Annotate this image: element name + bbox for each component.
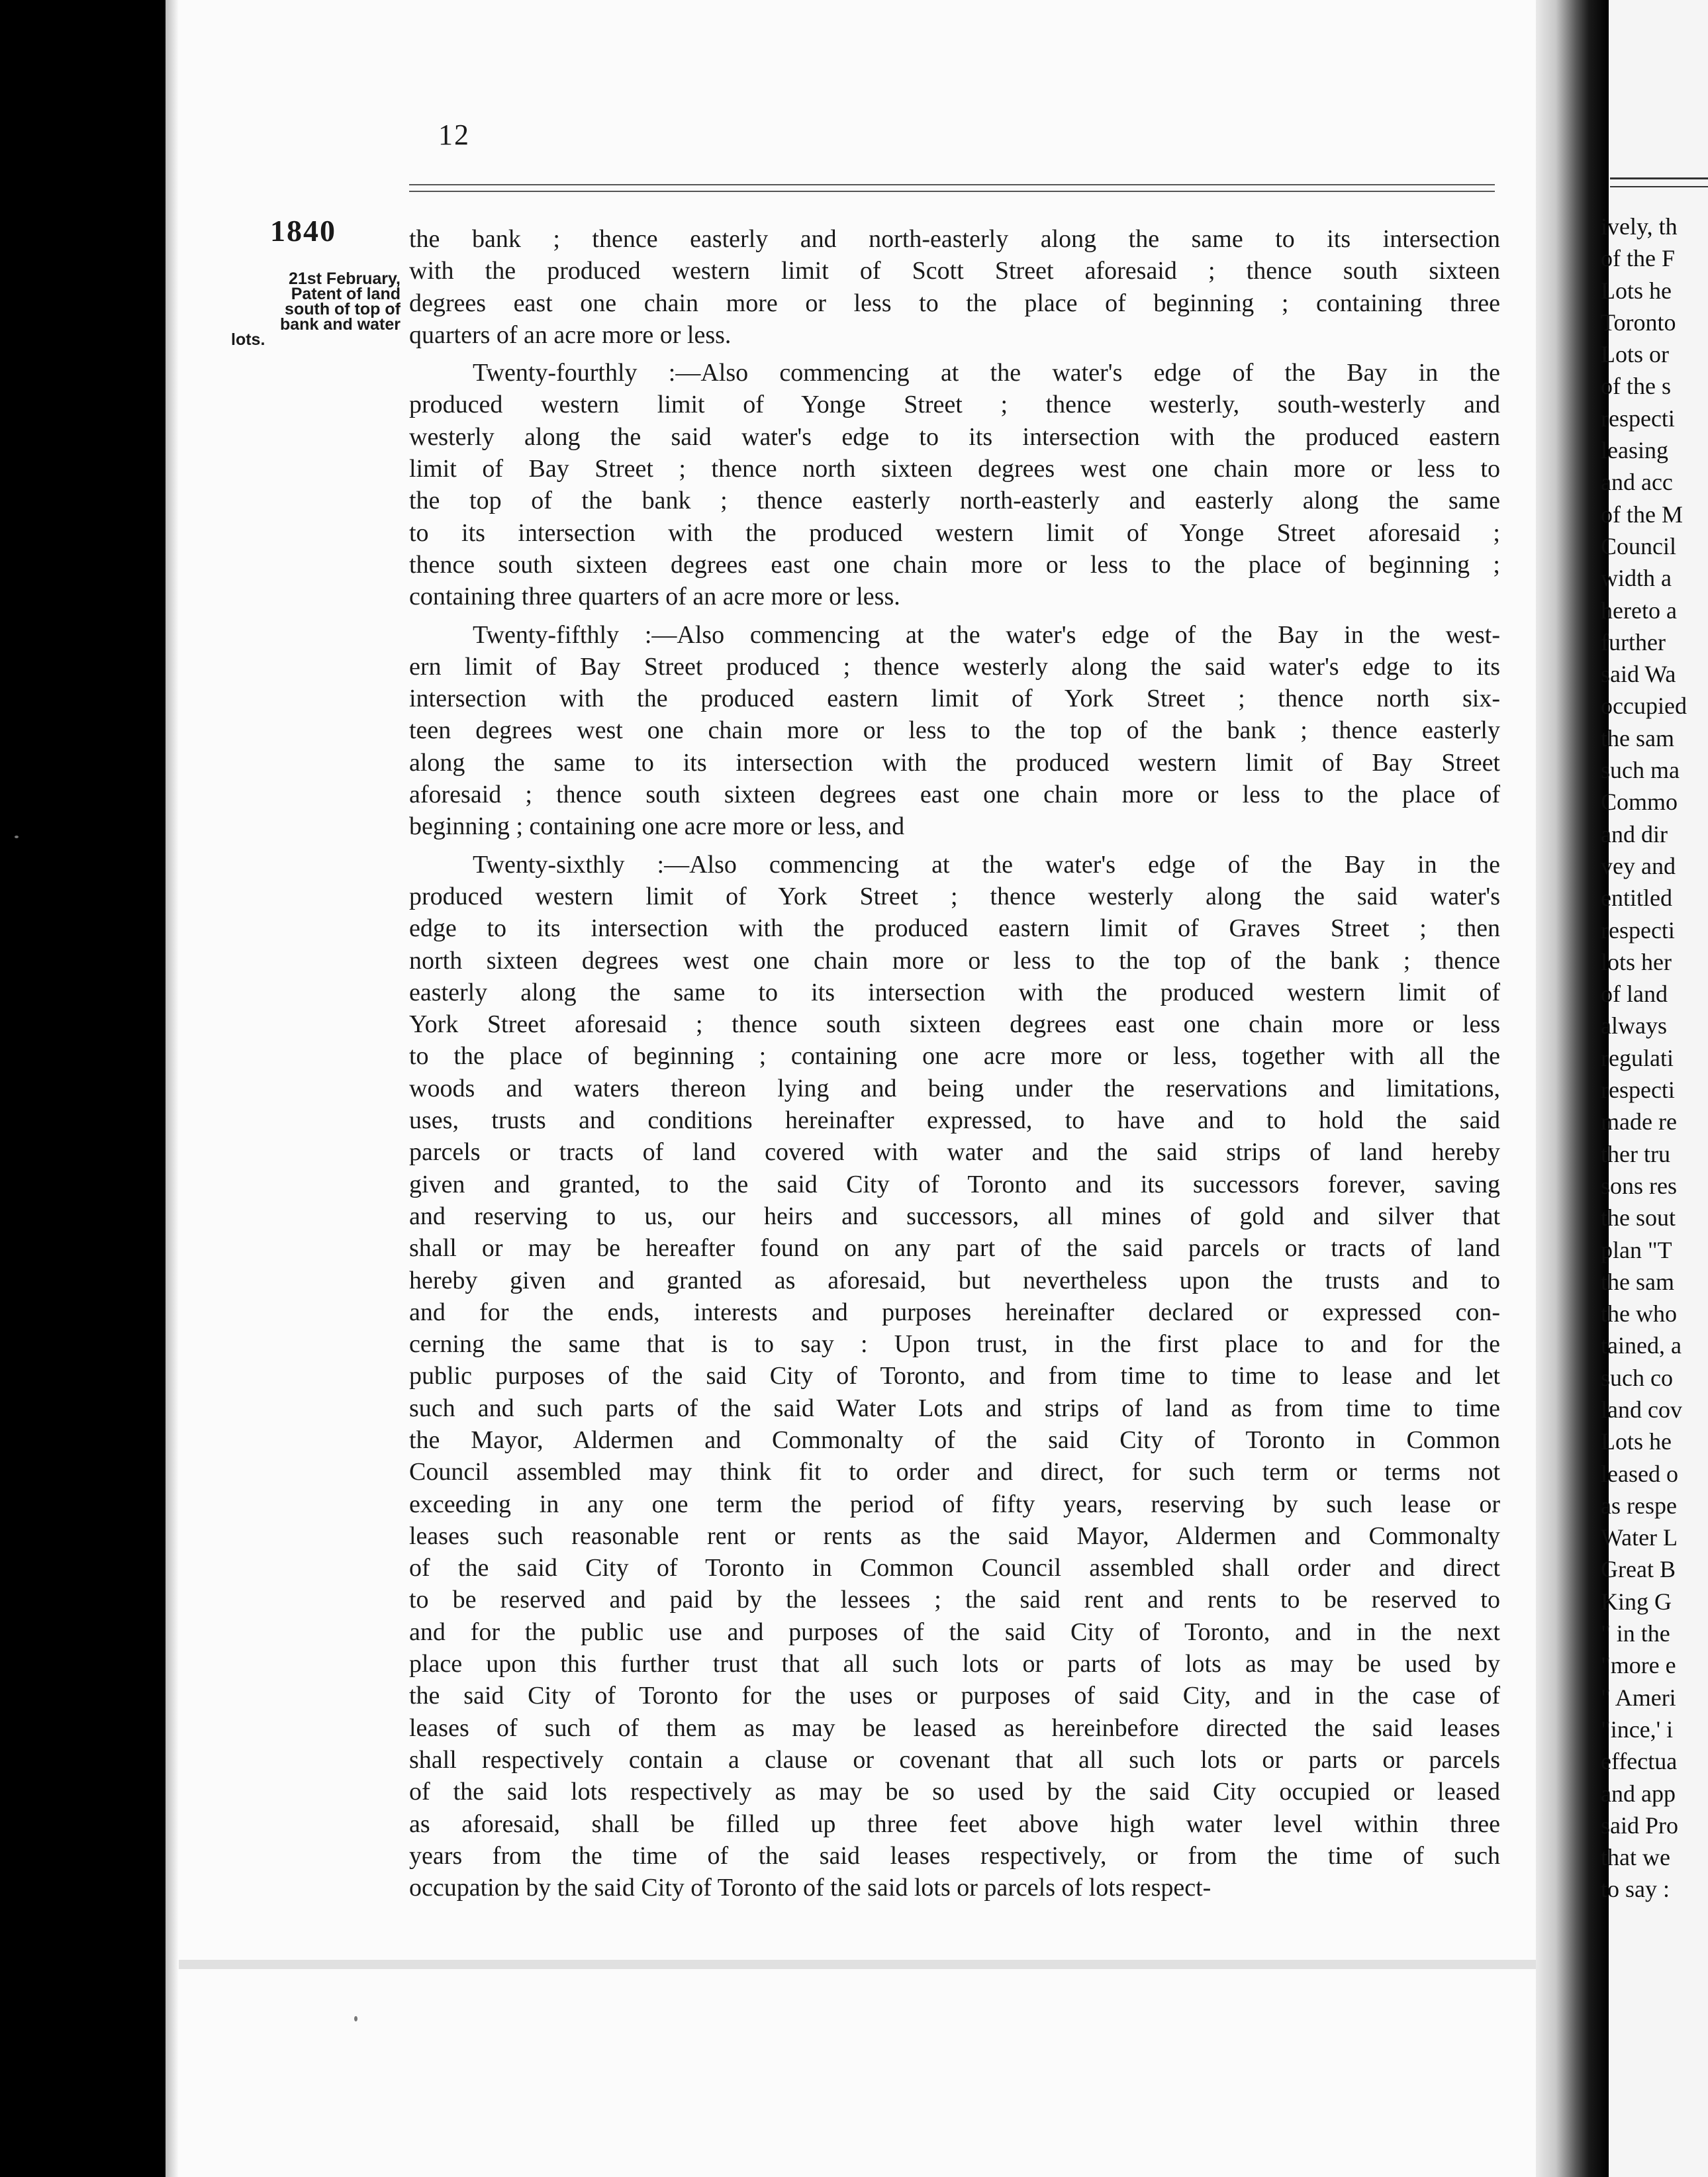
facing-page-line: occupied [1601, 693, 1687, 720]
facing-page-line: respecti [1601, 1077, 1675, 1104]
text-line: Twenty-fifthly :—Also commencing at the water's edge of the Bay in the west- [473, 620, 1500, 649]
text-line: containing three quarters of an acre more or less. [409, 583, 900, 611]
facing-page-line: of the M [1601, 501, 1683, 528]
text-line: leases of such of them as may be leased as hereinbefore directed the said leases [409, 1714, 1500, 1742]
text-line: given and granted, to the said City of Toronto and its successors forever, saving [409, 1170, 1500, 1198]
facing-page-line: Commo [1601, 789, 1678, 816]
text-line: easterly along the same to its intersection with the produced western limit of [409, 978, 1500, 1006]
text-line: as aforesaid, shall be filled up three feet above high water level within three [409, 1810, 1500, 1838]
text-line: the Mayor, Aldermen and Commonalty of the said City of Toronto in Common [409, 1426, 1500, 1454]
facing-page-line: vey and [1601, 852, 1676, 879]
scan-speck [354, 2016, 357, 2021]
facing-page-line: Lots he [1601, 277, 1672, 304]
facing-page-line: and app [1601, 1780, 1676, 1807]
text-line: and for the public use and purposes of the said City of Toronto, and in the next [409, 1618, 1500, 1646]
text-line: such and such parts of the said Water Lots and strips of land as from time to time [409, 1394, 1500, 1422]
facing-page-line: "ince,' i [1601, 1716, 1674, 1743]
facing-page-line: Lots or [1601, 341, 1669, 368]
margin-year: 1840 [270, 214, 336, 248]
page-number: 12 [438, 119, 470, 151]
header-double-rule [409, 184, 1495, 192]
text-line: teen degrees west one chain more or less to the top of the bank ; thence easterly [409, 716, 1500, 745]
margin-note-line: lots. [231, 330, 265, 349]
text-line: place upon this further trust that all such lots or parts of lots as may be used by [409, 1650, 1500, 1678]
text-line: ern limit of Bay Street produced ; thence westerly along the said water's edge to its [409, 652, 1500, 681]
facing-page-line: ther tru [1601, 1140, 1670, 1167]
facing-page-line: of the s [1601, 373, 1671, 400]
paragraph [409, 849, 1500, 1904]
facing-page-line: of the F [1601, 245, 1675, 272]
text-line: edge to its intersection with the produced eastern limit of Graves Street ; then [409, 914, 1500, 943]
facing-page-line: lots her [1601, 948, 1672, 975]
text-line: cerning the same that is to say : Upon trust, in the first place to and for the [409, 1330, 1500, 1359]
text-line: years from the time of the said leases respectively, or from the time of such [409, 1841, 1500, 1870]
text-line: Council assembled may think fit to order and direct, for such term or terms not [409, 1458, 1500, 1486]
facing-page-line: made re [1601, 1108, 1677, 1136]
facing-page-line: "more e [1601, 1652, 1676, 1679]
text-line: shall respectively contain a clause or covenant that all such lots or parts or parcels [409, 1745, 1500, 1774]
text-line: York Street aforesaid ; thence south sixteen degrees east one chain more or less [409, 1010, 1500, 1039]
margin-note-line: 21st February, [288, 269, 401, 288]
facing-page-line: tained, a [1601, 1332, 1682, 1359]
text-line: along the same to its intersection with the produced western limit of Bay Street [409, 748, 1500, 777]
facing-page-header-rule [1610, 177, 1708, 187]
text-line: to the place of beginning ; containing one acre more or less, together with all the [409, 1042, 1500, 1071]
margin-note [228, 271, 401, 348]
facing-page-line: to say : [1601, 1876, 1670, 1903]
page-bottom-edge [179, 1960, 1536, 1969]
facing-page-line: and dir [1601, 820, 1668, 847]
facing-page-line: effectua [1601, 1748, 1678, 1775]
facing-page-line: the sam [1601, 1268, 1674, 1295]
paragraph [409, 223, 1500, 351]
paragraph-gap [409, 843, 1500, 849]
text-line: with the produced western limit of Scott Street aforesaid ; thence south sixteen [409, 257, 1500, 285]
margin-note-line: south of top of [285, 300, 401, 318]
facing-page-line: ively, th [1601, 213, 1678, 240]
facing-page-line: Great B [1601, 1556, 1676, 1583]
facing-page-line: land cov [1601, 1396, 1682, 1423]
text-line: the said City of Toronto for the uses or purposes of said City, and in the case of [409, 1682, 1500, 1710]
text-line: limit of Bay Street ; thence north sixteen degrees west one chain more or less to [409, 455, 1500, 483]
facing-page-line: width a [1601, 565, 1672, 592]
text-line: thence south sixteen degrees east one chain more or less to the place of beginning ; [409, 550, 1500, 579]
text-line: to its intersection with the produced western limit of Yonge Street aforesaid ; [409, 518, 1500, 547]
text-line: exceeding in any one term the period of fifty years, reserving by such lease or [409, 1490, 1500, 1518]
facing-page-text [1601, 211, 1708, 1906]
facing-page-line: the sam [1601, 724, 1674, 751]
facing-page-line: Toronto [1601, 309, 1676, 336]
paragraph [409, 619, 1500, 843]
facing-page-line: hereto a [1601, 597, 1677, 624]
facing-page-line: of land [1601, 981, 1668, 1008]
text-line: of the said lots respectively as may be so used by the said City occupied or leased [409, 1778, 1500, 1806]
facing-page-line: plan "T [1601, 1236, 1672, 1263]
text-line: parcels or tracts of land covered with water and the said strips of land hereby [409, 1138, 1500, 1167]
facing-page-line: entitled [1601, 885, 1672, 912]
facing-page-line: respecti [1601, 916, 1675, 943]
paragraph-gap [409, 613, 1500, 619]
facing-page-line: " Ameri [1601, 1684, 1676, 1711]
text-line: aforesaid ; thence south sixteen degrees east one chain more or less to the place of [409, 781, 1500, 809]
page-edge-shadow [166, 0, 179, 2177]
facing-page-line: respecti [1601, 405, 1675, 432]
facing-page-line: such ma [1601, 757, 1680, 784]
facing-page-line: sons res [1601, 1172, 1677, 1199]
body-text [409, 223, 1500, 1904]
facing-page-line: Water L [1601, 1524, 1678, 1551]
facing-page-line: and acc [1601, 469, 1673, 496]
facing-page-line: said Pro [1601, 1812, 1678, 1839]
text-line: degrees east one chain more or less to the place of beginning ; containing three [409, 289, 1500, 317]
text-line: to be reserved and paid by the lessees ; the said rent and rents to be reserved to [409, 1586, 1500, 1614]
text-line: westerly along the said water's edge to its intersection with the produced eastern [409, 422, 1500, 451]
facing-page-line: King G [1601, 1588, 1672, 1615]
text-line: produced western limit of York Street ; thence westerly along the said water's [409, 882, 1500, 910]
paragraph [409, 357, 1500, 612]
text-line: Twenty-sixthly :—Also commencing at the water's edge of the Bay in the [473, 850, 1500, 879]
facing-page-line: leasing [1601, 437, 1668, 464]
text-line: shall or may be hereafter found on any part of the said parcels or tracts of land [409, 1234, 1500, 1263]
text-line: occupation by the said City of Toronto of the said lots or parcels of lots respect- [409, 1874, 1211, 1902]
scan-speck [15, 836, 19, 838]
facing-page-line: Lots he [1601, 1428, 1672, 1455]
paragraph-gap [409, 351, 1500, 357]
text-line: public purposes of the said City of Toronto, and from time to time to lease and let [409, 1362, 1500, 1390]
margin-note-line: bank and water [280, 315, 401, 334]
facing-page-line: further [1601, 628, 1666, 655]
margin-note-line: Patent of land [291, 285, 401, 303]
facing-page-line: leased o [1601, 1460, 1678, 1487]
facing-page-line: Council [1601, 532, 1676, 559]
facing-page-line: " in the [1601, 1620, 1670, 1647]
facing-page-line: regulati [1601, 1044, 1674, 1071]
facing-page-line: such co [1601, 1364, 1673, 1391]
facing-page-line: the who [1601, 1300, 1677, 1328]
text-line: hereby given and granted as aforesaid, but nevertheless upon the trusts and to [409, 1266, 1500, 1294]
text-line: leases such reasonable rent or rents as the said Mayor, Aldermen and Commonalty [409, 1522, 1500, 1550]
text-line: woods and waters thereon lying and being under the reservations and limitations, [409, 1074, 1500, 1102]
facing-page-line: that we [1601, 1844, 1670, 1871]
text-line: the top of the bank ; thence easterly north-easterly and easterly along the same [409, 487, 1500, 515]
facing-page-line: the sout [1601, 1204, 1676, 1232]
facing-page-line: as respe [1601, 1492, 1677, 1519]
text-line: of the said City of Toronto in Common Council assembled shall order and direct [409, 1554, 1500, 1582]
text-line: north sixteen degrees west one chain more or less to the top of the bank ; thence [409, 946, 1500, 975]
text-line: intersection with the produced eastern limit of York Street ; thence north six- [409, 685, 1500, 713]
facing-page-line: said Wa [1601, 661, 1676, 688]
book-gutter [1536, 0, 1609, 2177]
text-line: quarters of an acre more or less. [409, 320, 732, 349]
text-line: the bank ; thence easterly and north-easterly along the same to its intersection [409, 225, 1500, 253]
text-line: Twenty-fourthly :—Also commencing at the water's edge of the Bay in the [473, 359, 1500, 387]
text-line: uses, trusts and conditions hereinafter expressed, to have and to hold the said [409, 1106, 1500, 1135]
text-line: and for the ends, interests and purposes hereinafter declared or expressed con- [409, 1298, 1500, 1326]
text-line: produced western limit of Yonge Street ; thence westerly, south-westerly and [409, 391, 1500, 419]
text-line: and reserving to us, our heirs and successors, all mines of gold and silver that [409, 1202, 1500, 1230]
text-line: beginning ; containing one acre more or less, and [409, 812, 905, 841]
facing-page-line: always [1601, 1012, 1667, 1040]
